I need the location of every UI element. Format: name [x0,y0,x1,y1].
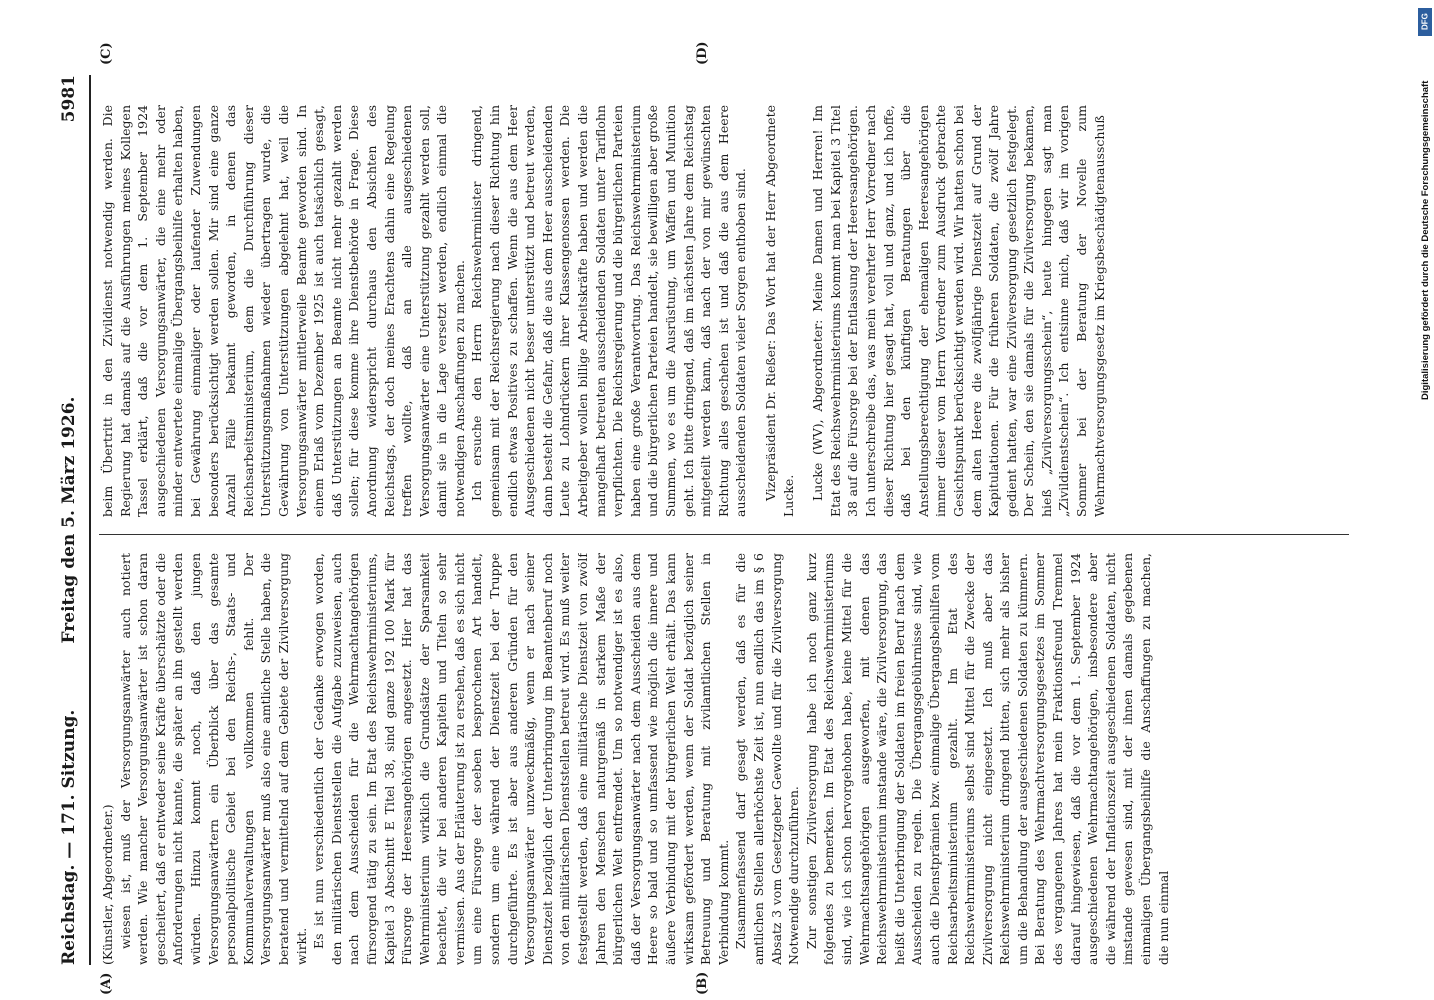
header-page-number: 5981 [59,75,79,123]
left-column [99,553,1359,965]
left-paragraph-3: Zusammenfassend darf gesagt werden, daß es für die amtlichen Stellen allerhöchste Zeit ist, nun endlich das im § 6 Absatz 3 vom Gesetzgeber Gewollte und für die Zivilversorgung Notwendige durchzuführen. [733,553,802,965]
spacer [750,105,762,517]
margin-letter-d: (D) [695,41,710,65]
header-left: Reichstag. — 171. Sitzung. [59,709,79,965]
left-paragraph-4: Zur sonstigen Zivilversorgung habe ich noch ganz kurz folgendes zu bemerken. Im Etat des Reichswehrministeriums sind, wie ich schon hervorgehoben habe, keine Mittel für die Wehrmachtsangehörigen ausgeworfen, mit denen das Reichswehrministerium imstande wäre, die Zivilversorgung, das heißt die Unterbringung der Soldaten im freien Beruf nach dem Ausscheiden zu regeln. Die Übergangsgebührnisse sind, wie auch die Dienstprämien bzw. einmalige Übergangsbeihilfen vom Reichsarbeitsministerium gezahlt. Im Etat des Reichswehrministeriums selbst sind Mittel für die Zwecke der Zivilversorgung nicht eingesetzt. Ich muß aber das Reichswehrministerium dringend bitten, sich mehr als bisher um die Behandlung der ausgeschiedenen Soldaten zu kümmern. Bei Beratung des Wehrmachtversorgungsgesetzes im Sommer des vergangenen Jahres hat mein Fraktionsfreund Tremmel darauf hingewiesen, daß die vor dem 1. September 1924 ausgeschiedenen Wehrmachtangehörigen, insbesondere aber die während der Inflationszeit ausgeschiedenen Soldaten, nicht imstande gewesen sind, mit der ihnen damals gegebenen einmaligen Übergangsbeihilfe die Anschaffungen zu machen, die nun einmal [803,553,1171,965]
column-divider [99,534,1349,535]
header-rule [89,75,91,965]
president-line: Vizepräsident Dr. Rießer: Das Wort hat der Herr Abgeordnete Lucke. [762,105,796,517]
right-paragraph-2: Ich ersuche den Herrn Reichswehrminister dringend, gemeinsam mit der Reichsregierung nach dieser Richtung hin endlich etwas Positives zu schaffen. Wenn die aus dem Heer Ausgeschiedenen nicht besser unterstützt und betreut werden, dann besteht die Gefahr, daß die aus dem Heer ausscheidenden Leute zu Lohndrückern ihrer Klassengenossen werden. Die Arbeitgeber wollen billige Arbeitskräfte haben und werden die mangelhaft betreuten ausscheidenden Soldaten unter Tariflohn verpflichten. Die Reichsregierung und die bürgerlichen Parteien haben eine große Verantwortung. Das Reichswehrministerium und die bürgerlichen Parteien handelt, sie bewilligen aber große Summen, wo es um die Ausrüstung, um Waffen und Munition geht. Ich bitte dringend, daß im nächsten Jahre dem Reichstag mitgeteilt werden kann, daß nach der von mir gewünschten Richtung alles geschehen ist und daß die aus dem Heere ausscheidenden Soldaten vieler Sorgen enthoben sind. [469,105,749,517]
left-paragraph-2: Es ist nun verschiedentlich der Gedanke erwogen worden, den militärischen Dienststellen die Aufgabe zuzuweisen, auch nach dem Ausscheiden für die Wehrmachtangehörigen fürsorgend tätig zu sein. Im Etat des Reichswehrministeriums, Kapitel 3 Abschnitt E Titel 38, sind ganze 192 100 Mark für Fürsorge der Heeresangehörigen angesetzt. Hier hat das Wehrministerium wirklich die Grundsätze der Sparsamkeit beachtet, die wir bei anderen Kapiteln und Titeln so sehr vermissen. Aus der Erläuterung ist zu ersehen, daß es sich nicht um eine Fürsorge der soeben besprochenen Art handelt, sondern um eine während der Dienstzeit bei der Truppe durchgeführte. Es ist aber aus anderen Gründen für den Versorgungsanwärter unzweckmäßig, wenn er nach seiner Dienstzeit bezüglich der Unterbringung im Beamtenberuf noch von den militärischen Dienststellen betreut wird. Es muß weiter festgestellt werden, daß eine militärische Dienstzeit von zwölf Jahren den Menschen naturgemäß in starkem Maße der bürgerlichen Welt entfremdet. Um so notwendiger ist es also, daß der Versorgungsanwärter nach dem Ausscheiden aus dem Heere so bald und so umfassend wie möglich die innere und äußere Verbindung mit der bürgerlichen Welt erhält. Das kann wirksam gefördert werden, wenn der Soldat bezüglich seiner Betreuung und Beratung mit zivilamtlichen Stellen in Verbindung kommt. [311,553,731,965]
rotated-page-content [55,41,1385,995]
left-paragraph-1: wiesen ist, muß der Versorgungsanwärter auch notiert werden. Wie mancher Versorgungsanwärter ist schon daran gescheitert, daß er entweder seine Kräfte überschätzte oder die Anforderungen nicht kannte, die später an ihn gestellt werden würden. Hinzu kommt noch, daß den jungen Versorgungsanwärtern ein Überblick über das gesamte personalpolitische Gebiet bei den Reichs-, Staats- und Kommunalverwaltungen vollkommen fehlt. Der Versorgungsanwärter muß also eine amtliche Stelle haben, die beratend und vermittelnd auf dem Gebiete der Zivilversorgung wirkt. [117,553,309,965]
digitization-credit [1418,8,1434,992]
right-column [99,105,1359,517]
speaker-line: (Künstler, Abgeordneter.) [100,804,115,965]
spacer [797,105,809,517]
page-header [55,75,87,965]
second-speech-paragraph: Lucke (WV), Abgeordneter: Meine Damen und Herren! Im Etat des Reichswehrministeriums kommt man bei Kapitel 3 Titel 38 auf die Fürsorge bei der Entlassung der Heeresangehörigen. Ich unterschreibe das, was mein verehrter Herr Vorredner nach dieser Richtung hier gesagt hat, voll und ganz, und ich hoffe, daß bei den künftigen Beratungen über die Anstellungsberechtigung der ehemaligen Heeresangehörigen immer dieser vom Herrn Vorredner zum Ausdruck gebrachte Gesichtspunkt berücksichtigt werden wird. Wir hatten schon bei dem alten Heere die zwölfjährige Dienstzeit auf Grund der Kapitulationen. Für die früheren Soldaten, die zwölf Jahre gedient hatten, war eine Zivilversorgung gesetzlich festgelegt. Der Schein, den sie damals für die Zivilversorgung bekamen, hieß „Zivilversorgungsschein“, heute hingegen sagt man „Zivildienstschein“. Ich entsinne mich, daß wir im vorigen Sommer bei der Beratung der Novelle zum Wehrmachtversorgungsgesetz im Kriegsbeschädigtenausschuß [810,105,1107,517]
margin-letter-a: (A) [99,972,114,995]
right-paragraph-1: beim Übertritt in den Zivildienst notwendig werden. Die Regierung hat damals auf die Ausführungen meines Kollegen Tassel erklärt, daß die vor dem 1. September 1924 ausgeschiedenen Versorgungsanwärter, die eine mehr oder minder entwertete einmalige Übergangsbeihilfe erhalten haben, bei Gewährung einmaliger oder laufender Zuwendungen besonders berücksichtigt werden sollen. Mir sind eine ganze Anzahl Fälle bekannt geworden, in denen das Reichsarbeitsministerium, dem die Durchführung dieser Unterstützungsmaßnahmen wieder übertragen wurde, die Gewährung von Unterstützungen abgelehnt hat, weil die Versorgungsanwärter mittlerweile Beamte geworden sind. In einem Erlaß vom Dezember 1925 ist auch tatsächlich gesagt, daß Unterstützungen an Beamte nicht mehr gezahlt werden sollen; für diese komme ihre Dienstbehörde in Frage. Diese Anordnung widerspricht durchaus den Absichten des Reichstags, der doch meines Erachtens dahin eine Regelung treffen wollte, daß an alle ausgeschiedenen Versorgungsanwärter eine Unterstützung gezahlt werden soll, damit sie in die Lage versetzt werden, endlich einmal die notwendigen Anschaffungen zu machen. [100,105,467,517]
credit-text: Digitalisierung gefördert durch die Deutsche Forschungsgemeinschaft [1420,80,1431,400]
header-center: Freitag den 5. März 1926. [59,396,79,644]
margin-letter-c: (C) [99,42,114,65]
margin-letter-b: (B) [695,971,710,995]
dfg-logo: DFG [1418,8,1432,36]
